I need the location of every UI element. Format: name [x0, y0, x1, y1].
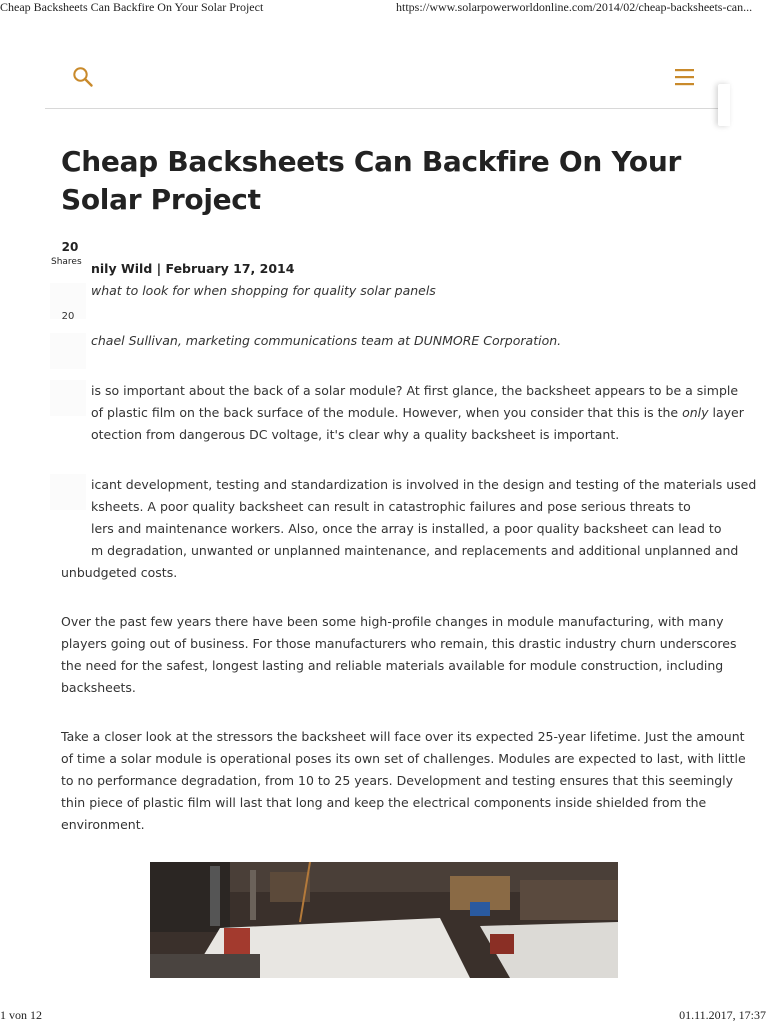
share-button[interactable] — [50, 380, 86, 416]
share-count: 20 — [61, 240, 79, 254]
print-page-number: 1 von 12 — [0, 1008, 42, 1022]
paragraph-line: Take a closer look at the stressors the backsheet will face over its expected 25-year lifetime. Just the amount — [61, 729, 745, 744]
article-title-line-2: Solar Project — [61, 183, 261, 216]
hamburger-menu-icon[interactable] — [674, 67, 696, 87]
paragraph-line: of time a solar module is operational poses its own set of challenges. Modules are expected to last, with little — [61, 751, 746, 766]
paragraph-line: otection from dangerous DC voltage, it's clear why a quality backsheet is important. — [91, 427, 620, 442]
paragraph-line: lers and maintenance workers. Also, once the array is installed, a poor quality backsheet can lead to — [91, 521, 722, 536]
print-header — [0, 0, 768, 16]
print-timestamp: 01.11.2017, 17:37 — [679, 1008, 766, 1022]
paragraph-line: Over the past few years there have been some high-profile changes in module manufacturing, with many — [61, 614, 724, 629]
paragraph-line: m degradation, unwanted or unplanned maintenance, and replacements and additional unplanned and — [91, 543, 739, 558]
print-footer — [0, 1008, 768, 1024]
share-button[interactable] — [50, 333, 86, 369]
paragraph-line: unbudgeted costs. — [61, 565, 178, 580]
article-subtitle: what to look for when shopping for quality solar panels — [91, 283, 436, 298]
paragraph-line: to no performance degradation, from 10 to 25 years. Development and testing ensures that this seemingly — [61, 773, 734, 788]
paragraph-line: the need for the safest, longest lasting and reliable materials available for module construction, including — [61, 658, 724, 673]
paragraph-line: thin piece of plastic film will last that long and keep the electrical components inside shielded from the — [61, 795, 707, 810]
paragraph-line: ksheets. A poor quality backsheet can result in catastrophic failures and pose serious threats to — [91, 499, 691, 514]
print-url: https://www.solarpowerworldonline.com/2014/02/cheap-backsheets-can... — [396, 0, 753, 14]
paragraph-line: players going out of business. For those manufacturers who remain, this drastic industry churn underscores — [61, 636, 737, 651]
search-icon[interactable] — [72, 66, 94, 88]
paragraph-line: icant development, testing and standardization is involved in the design and testing of the materials used — [91, 477, 757, 492]
article-title-line-1: Cheap Backsheets Can Backfire On Your — [61, 145, 681, 178]
share-button[interactable] — [50, 474, 86, 510]
share-label: Shares — [51, 257, 82, 267]
article-byline: nily Wild | February 17, 2014 — [91, 261, 295, 276]
print-page-title: Cheap Backsheets Can Backfire On Your Solar Project — [0, 0, 264, 14]
article-title — [61, 143, 701, 219]
side-drawer-tab[interactable] — [718, 84, 730, 126]
paragraph-line-part: layer — [708, 405, 744, 420]
article-paragraph — [61, 474, 757, 584]
paragraph-line-part: of plastic film on the back surface of the module. However, when you consider that this is the — [91, 405, 683, 420]
article-paragraph — [91, 380, 744, 446]
article-paragraph — [61, 611, 737, 699]
site-header — [45, 46, 722, 109]
paragraph-line: is so important about the back of a solar module? At first glance, the backsheet appears to be a simple — [91, 383, 739, 398]
article-paragraph — [61, 726, 746, 836]
paragraph-line: environment. — [61, 817, 145, 832]
emphasis-only: only — [682, 405, 709, 420]
paragraph-line: backsheets. — [61, 680, 136, 695]
share-small-count: 20 — [61, 311, 75, 322]
article-credit: chael Sullivan, marketing communications team at DUNMORE Corporation. — [91, 333, 562, 348]
paragraph-line — [91, 402, 744, 424]
article-photo — [150, 862, 618, 978]
